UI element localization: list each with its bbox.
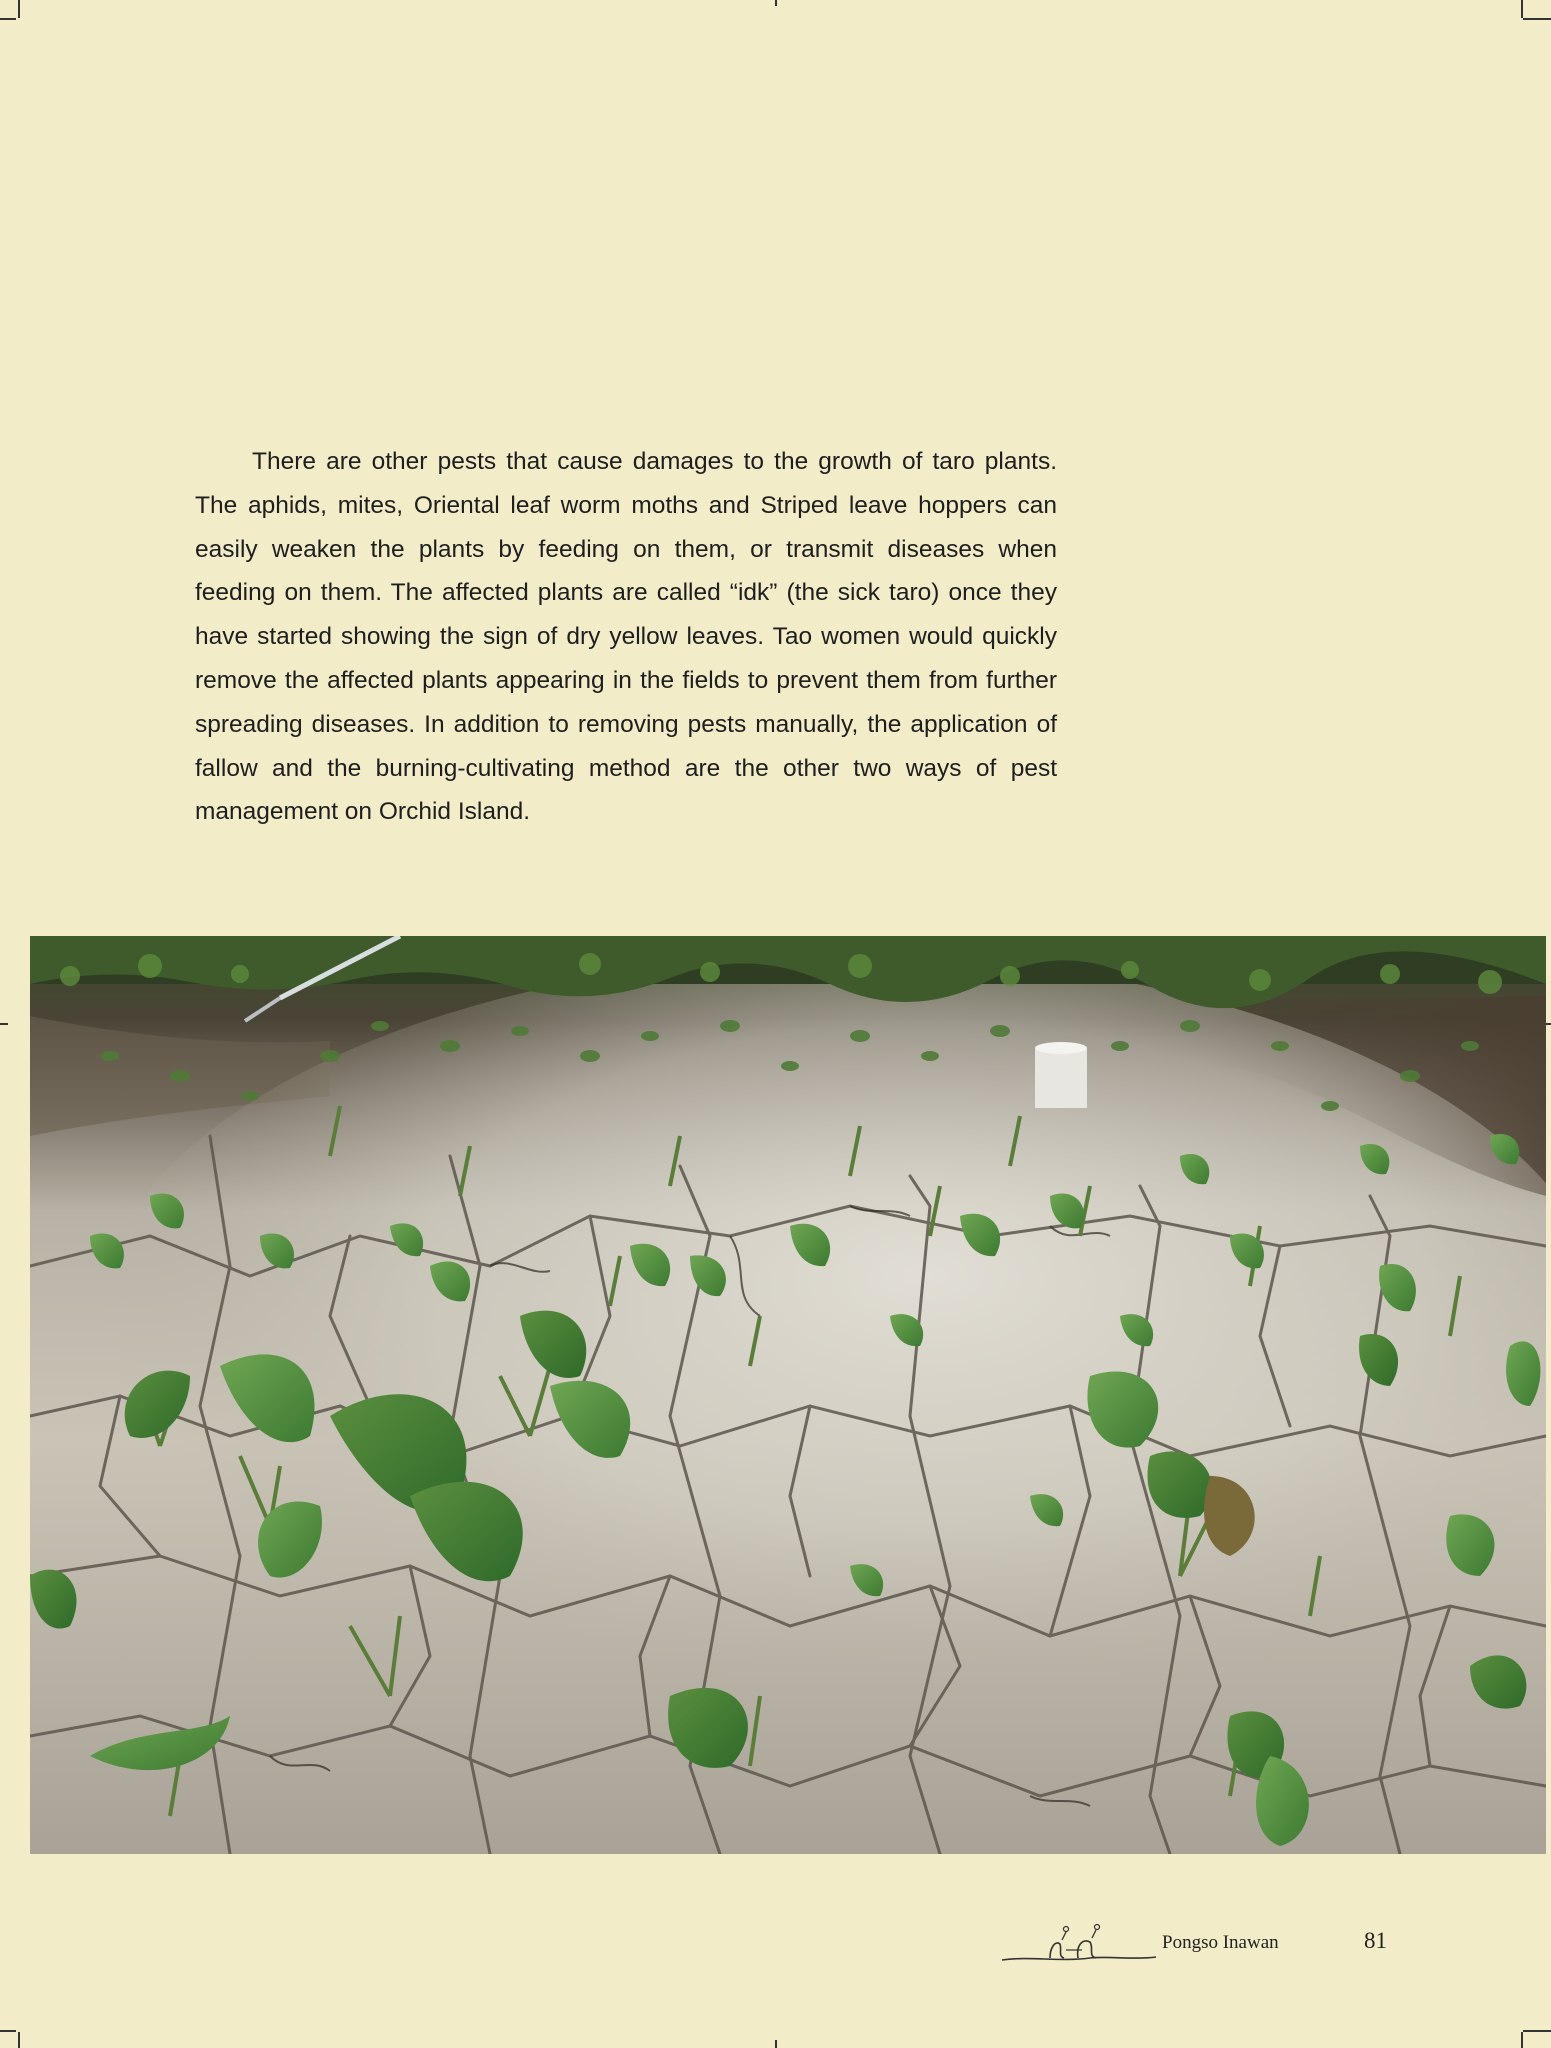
publication-title: Pongso Inawan	[1162, 1932, 1279, 1953]
crop-mark-top-right-vertical	[1521, 0, 1523, 18]
crop-mark-top-left	[0, 18, 16, 20]
crop-mark-top-right	[1523, 18, 1551, 20]
crop-mark-bottom-left	[0, 2030, 16, 2032]
crop-mark-top-center	[775, 0, 777, 6]
taro-field-photo	[30, 936, 1546, 1854]
page-number: 81	[1364, 1928, 1387, 1953]
crop-mark-bottom-right	[1523, 2030, 1551, 2032]
page-footer	[1000, 1910, 1420, 1970]
crop-mark-left-middle	[0, 1023, 8, 1025]
crop-mark-bottom-left-vertical	[18, 2032, 20, 2048]
crop-mark-bottom-right-vertical	[1521, 2032, 1523, 2048]
pongso-inawan-logo-icon	[1000, 1910, 1160, 1968]
crop-mark-top-left-vertical	[18, 0, 20, 18]
crop-mark-bottom-center	[775, 2040, 777, 2048]
body-paragraph: There are other pests that cause damages to the growth of taro plants. The aphids, mites, Oriental leaf worm moths and Striped leave hoppers can easily weaken the plants by feeding on them, or transmit diseases when feeding on them. The affected plants are called “idk” (the sick taro) once they have started showing the sign of dry yellow leaves. Tao women would quickly remove the affected plants appearing in the fields to prevent them from further spreading diseases. In addition to removing pests manually, the application of fallow and the burning-cultivating method are the other two ways of pest management on Orchid Island.	[195, 448, 1057, 826]
